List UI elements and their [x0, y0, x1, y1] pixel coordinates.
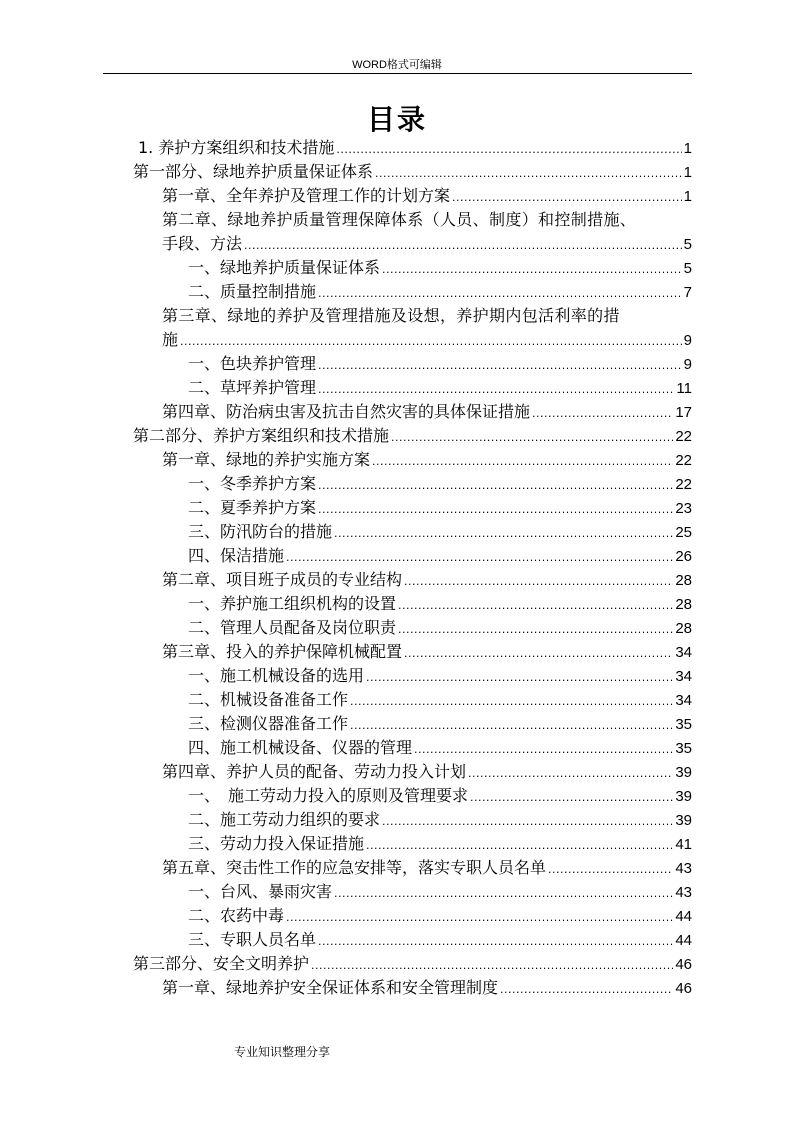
- toc-entry-page: 5: [683, 236, 692, 253]
- toc-entry[interactable]: [188, 784, 692, 808]
- toc-entry-label: 第二章、项目班子成员的专业结构: [162, 570, 403, 589]
- toc-dot-leader: [382, 258, 682, 282]
- toc-dot-leader: [334, 882, 673, 906]
- toc-entry-page: 9: [683, 332, 692, 349]
- toc-entry[interactable]: [188, 808, 692, 832]
- page-footer: 专业知识整理分享: [234, 1045, 331, 1059]
- toc-entry-label: 二、农药中毒: [188, 906, 285, 925]
- toc-entry-page: 5: [683, 260, 692, 277]
- toc-dot-leader: [318, 930, 673, 954]
- toc-entry[interactable]: [133, 424, 692, 448]
- toc-entry-page: 39: [675, 764, 692, 781]
- toc-entry-page: 22: [675, 428, 692, 445]
- toc-entry[interactable]: [188, 544, 692, 568]
- toc-entry[interactable]: [188, 736, 692, 760]
- toc-entry-label: 二、管理人员配备及岗位职责: [188, 618, 397, 637]
- toc-entry[interactable]: [188, 352, 692, 376]
- toc-entry-label: 第三章、投入的养护保障机械配置: [162, 642, 403, 661]
- toc-entry-page: 1: [683, 164, 692, 181]
- toc-dot-leader: [382, 810, 673, 834]
- toc-entry[interactable]: [188, 712, 692, 736]
- toc-dot-leader: [318, 498, 673, 522]
- toc-dot-leader: [375, 162, 682, 186]
- toc-entry-page: 28: [675, 596, 692, 613]
- toc-entry-wrapped-text[interactable]: 第二章、绿地养护质量管理保障体系（人员、制度）和控制措施、: [162, 210, 637, 229]
- toc-entry[interactable]: [188, 688, 692, 712]
- toc-entry[interactable]: [162, 328, 692, 352]
- toc-entry-page: 23: [675, 500, 692, 517]
- toc-dot-leader: [470, 786, 673, 810]
- toc-entry-label: 一、台风、暴雨灾害: [188, 882, 333, 901]
- toc-entry-page: 44: [675, 908, 692, 925]
- toc-dot-leader: [548, 858, 673, 882]
- toc-dot-leader: [468, 762, 673, 786]
- toc-entry-label: 1. 养护方案组织和技术措施: [138, 138, 335, 157]
- toc-entry[interactable]: [133, 160, 692, 184]
- toc-entry-label: 第四章、养护人员的配备、劳动力投入计划: [162, 762, 467, 781]
- toc-entry[interactable]: [188, 664, 692, 688]
- toc-entry-label: 第一部分、绿地养护质量保证体系: [133, 162, 374, 181]
- toc-entry-label: 二、夏季养护方案: [188, 498, 317, 517]
- toc-dot-leader: [318, 282, 682, 306]
- toc-entry-page: 41: [675, 836, 692, 853]
- toc-entry[interactable]: [162, 448, 692, 472]
- toc-dot-leader: [244, 234, 682, 258]
- toc-entry-label: 施: [162, 330, 179, 349]
- toc-entry-label: 一、 施工劳动力投入的原则及管理要求: [188, 786, 469, 805]
- toc-dot-leader: [398, 618, 673, 642]
- toc-dot-leader: [318, 354, 682, 378]
- toc-entry[interactable]: [188, 256, 692, 280]
- toc-entry-page: 46: [675, 980, 692, 997]
- toc-entry-page: 1: [683, 140, 692, 157]
- toc-dot-leader: [286, 906, 673, 930]
- toc-entry[interactable]: [188, 376, 692, 400]
- toc-entry-wrapped-text[interactable]: 第三章、绿地的养护及管理措施及设想，养护期内包活利率的措: [162, 306, 620, 325]
- toc-entry-page: 11: [676, 380, 692, 397]
- toc-dot-leader: [350, 714, 673, 738]
- toc-entry-page: 28: [675, 572, 692, 589]
- toc-entry-page: 7: [683, 284, 692, 301]
- toc-entry[interactable]: [138, 136, 692, 160]
- toc-entry[interactable]: [188, 880, 692, 904]
- toc-dot-leader: [452, 186, 682, 210]
- toc-entry-label: 一、养护施工组织机构的设置: [188, 594, 397, 613]
- toc-entry[interactable]: [188, 472, 692, 496]
- toc-entry-page: 9: [683, 356, 692, 373]
- toc-entry-label: 二、施工劳动力组织的要求: [188, 810, 381, 829]
- toc-dot-leader: [336, 138, 681, 162]
- toc-entry-label: 第一章、绿地养护安全保证体系和安全管理制度: [162, 978, 499, 997]
- toc-dot-leader: [318, 474, 673, 498]
- toc-entry-label: 第三部分、安全文明养护: [133, 954, 310, 973]
- toc-entry-page: 43: [675, 884, 692, 901]
- page-title: 目录: [366, 103, 427, 136]
- toc-entry-page: 43: [675, 860, 692, 877]
- toc-entry-label: 二、草坪养护管理: [188, 378, 317, 397]
- toc-entry[interactable]: [162, 856, 692, 880]
- toc-entry[interactable]: [162, 976, 692, 1000]
- toc-entry-label: 一、冬季养护方案: [188, 474, 317, 493]
- toc-entry[interactable]: [162, 760, 692, 784]
- toc-entry[interactable]: [162, 184, 692, 208]
- toc-entry-label: 一、绿地养护质量保证体系: [188, 258, 381, 277]
- toc-dot-leader: [398, 594, 673, 618]
- toc-entry-label: 三、专职人员名单: [188, 930, 317, 949]
- toc-entry-label: 三、检测仪器准备工作: [188, 714, 349, 733]
- toc-entry-page: 34: [675, 692, 692, 709]
- toc-entry[interactable]: [162, 232, 692, 256]
- toc-dot-leader: [500, 978, 673, 1002]
- toc-entry[interactable]: [188, 496, 692, 520]
- toc-entry-label: 第五章、突击性工作的应急安排等，落实专职人员名单: [162, 858, 547, 877]
- toc-entry-page: 22: [675, 452, 692, 469]
- toc-dot-leader: [532, 402, 673, 426]
- toc-entry[interactable]: [188, 832, 692, 856]
- toc-entry-label: 第一章、绿地的养护实施方案: [162, 450, 371, 469]
- toc-entry-label: 手段、方法: [162, 234, 243, 253]
- toc-entry[interactable]: [188, 280, 692, 304]
- toc-entry-page: 22: [675, 476, 692, 493]
- toc-entry-page: 35: [675, 740, 692, 757]
- toc-entry-label: 三、防汛防台的措施: [188, 522, 333, 541]
- toc-entry[interactable]: [162, 568, 692, 592]
- header-divider: [103, 73, 692, 74]
- toc-entry-label: 第四章、防治病虫害及抗击自然灾害的具体保证措施: [162, 402, 531, 421]
- toc-dot-leader: [404, 570, 673, 594]
- toc-entry-page: 25: [675, 524, 692, 541]
- toc-dot-leader: [404, 642, 673, 666]
- toc-dot-leader: [372, 450, 673, 474]
- toc-entry-page: 44: [675, 932, 692, 949]
- toc-dot-leader: [180, 330, 682, 354]
- toc-entry-label: 三、劳动力投入保证措施: [188, 834, 365, 853]
- toc-entry-page: 1: [683, 188, 692, 205]
- toc-dot-leader: [414, 738, 673, 762]
- toc-entry-page: 34: [675, 668, 692, 685]
- toc-entry-page: 35: [675, 716, 692, 733]
- toc-entry[interactable]: [188, 520, 692, 544]
- toc-entry-page: 17: [675, 404, 692, 421]
- toc-entry-page: 34: [675, 644, 692, 661]
- toc-entry-label: 二、质量控制措施: [188, 282, 317, 301]
- toc-entry-page: 46: [675, 956, 692, 973]
- toc-entry-page: 39: [675, 812, 692, 829]
- toc-entry-label: 一、色块养护管理: [188, 354, 317, 373]
- toc-entry-label: 一、施工机械设备的选用: [188, 666, 365, 685]
- toc-entry-label: 第一章、全年养护及管理工作的计划方案: [162, 186, 451, 205]
- toc-entry[interactable]: [188, 928, 692, 952]
- toc-dot-leader: [350, 690, 673, 714]
- toc-dot-leader: [286, 546, 673, 570]
- toc-entry[interactable]: [188, 616, 692, 640]
- toc-dot-leader: [366, 834, 673, 858]
- toc-entry-label: 二、机械设备准备工作: [188, 690, 349, 709]
- toc-entry[interactable]: [188, 904, 692, 928]
- toc-dot-leader: [366, 666, 673, 690]
- toc-dot-leader: [334, 522, 673, 546]
- toc-entry[interactable]: [133, 952, 692, 976]
- toc-dot-leader: [318, 378, 674, 402]
- toc-entry-page: 26: [675, 548, 692, 565]
- toc-entry-label: 四、保洁措施: [188, 546, 285, 565]
- toc-dot-leader: [311, 954, 673, 978]
- toc-dot-leader: [391, 426, 673, 450]
- toc-entry-label: 四、施工机械设备、仪器的管理: [188, 738, 413, 757]
- toc-entry-label: 第二部分、养护方案组织和技术措施: [133, 426, 390, 445]
- toc-entry[interactable]: [188, 592, 692, 616]
- toc-entry-page: 39: [675, 788, 692, 805]
- header-text: WORD格式可编辑: [352, 59, 442, 71]
- toc-entry[interactable]: [162, 640, 692, 664]
- toc-entry-page: 28: [675, 620, 692, 637]
- toc-entry[interactable]: [162, 400, 692, 424]
